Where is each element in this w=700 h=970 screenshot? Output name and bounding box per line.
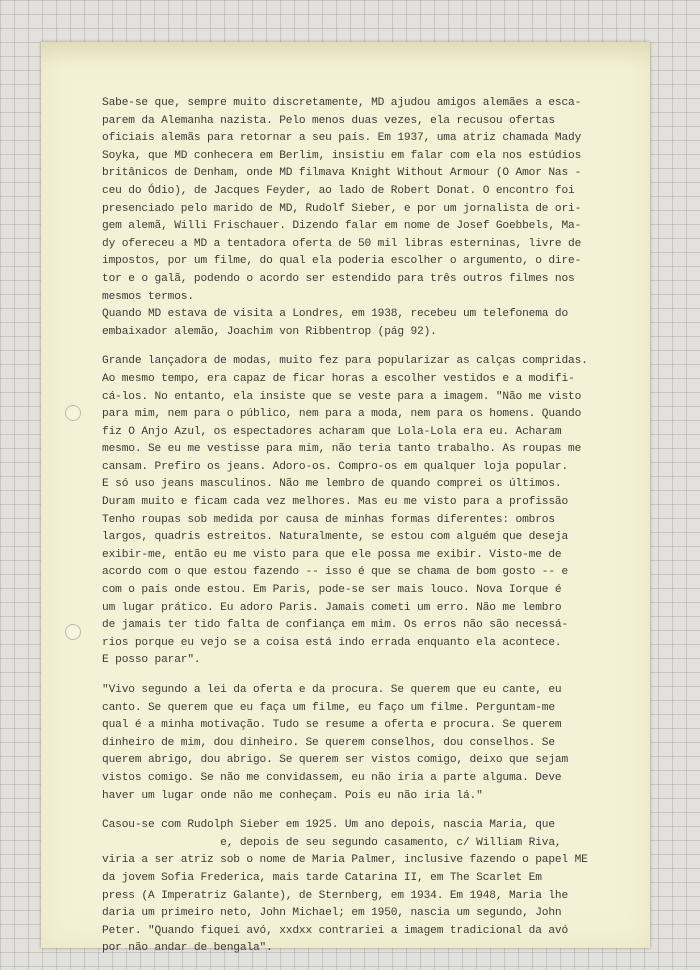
text-line: mesmo. Se eu me vestisse para mim, não teria tanto trabalho. As roupas me — [102, 443, 582, 456]
paragraph-p3 — [102, 682, 628, 805]
text-line: rios porque eu vejo se a coisa está indo errada enquanto ela acontece. — [102, 636, 562, 649]
text-line: vistos comigo. Se não me convidassem, eu não iria a parte alguma. Deve — [102, 771, 562, 784]
text-line: largos, quadris estreitos. Naturalmente, se estou com alguém que deseja — [102, 531, 569, 544]
text-line: press (A Imperatriz Galante), de Sternberg, em 1934. Em 1948, Maria lhe — [102, 889, 569, 902]
text-line: presenciado pelo marido de MD, Rudolf Sieber, e por um jornalista de ori- — [102, 202, 582, 215]
text-line: mesmos termos. — [102, 290, 194, 303]
text-line: para mim, nem para o público, nem para a moda, nem para os homens. Quando — [102, 408, 582, 421]
text-line: tor e o galã, podendo o acordo ser estendido para três outros filmes nos — [102, 272, 575, 285]
paragraph-p4 — [102, 817, 628, 958]
text-line: querem abrigo, dou abrigo. Se querem ser vistos comigo, deixo que sejam — [102, 754, 569, 767]
text-line: qual é a minha motivação. Tudo se resume a oferta e procura. Se querem — [102, 719, 562, 732]
typewritten-page — [41, 42, 650, 955]
text-line: dinheiro de mim, dou dinheiro. Se querem conselhos, dou conselhos. Se — [102, 736, 555, 749]
text-line: Duram muito e ficam cada vez melhores. Mas eu me visto para a profissão — [102, 496, 569, 509]
text-line: e, depois de seu segundo casamento, c/ William Riva, — [102, 836, 562, 849]
punch-hole-bottom — [65, 624, 81, 640]
text-line: com o país onde estou. Em Paris, pode-se ser mais louco. Nova Iorque é — [102, 584, 562, 597]
text-line: viria a ser atriz sob o nome de Maria Palmer, inclusive fazendo o papel ME — [102, 854, 588, 867]
text-line: cansam. Prefiro os jeans. Adoro-os. Compro-os em qualquer loja popular. — [102, 460, 569, 473]
text-line: ceu do Ódio), de Jacques Feyder, ao lado de Robert Donat. O encontro foi — [102, 184, 575, 197]
text-line: Sabe-se que, sempre muito discretamente, MD ajudou amigos alemães a esca- — [102, 97, 582, 109]
text-line: E só uso jeans masculinos. Não me lembro de quando comprei os últimos. — [102, 478, 562, 491]
document-body — [102, 95, 628, 958]
paragraph-p2 — [102, 353, 628, 670]
text-line: da jovem Sofia Frederica, mais tarde Catarina II, em The Scarlet Em — [102, 871, 542, 884]
text-line: Casou-se com Rudolph Sieber em 1925. Um ano depois, nascia Maria, que — [102, 819, 555, 832]
text-line: canto. Se querem que eu faça um filme, eu faço um filme. Perguntam-me — [102, 701, 555, 714]
text-line: Tenho roupas sob medida por causa de minhas formas diferentes: ombros — [102, 513, 555, 526]
text-line: cá-los. No entanto, ela insiste que se veste para a imagem. "Não me visto — [102, 390, 582, 403]
text-line: oficiais alemãs para retornar a seu país. Em 1937, uma atriz chamada Mady — [102, 132, 582, 145]
text-line: "Vivo segundo a lei da oferta e da procura. Se querem que eu cante, eu — [102, 684, 562, 696]
punch-hole-top — [65, 405, 81, 421]
text-line: exibir-me, então eu me visto para que ele possa me exibir. Visto-me de — [102, 548, 562, 561]
text-line: um lugar prático. Eu adoro Paris. Jamais cometi um erro. Não me lembro — [102, 601, 562, 614]
text-line: britânicos de Denham, onde MD filmava Knight Without Armour (O Amor Nas - — [102, 167, 582, 180]
text-line: parem da Alemanha nazista. Pelo menos duas vezes, ela recusou ofertas — [102, 114, 555, 127]
text-line: impostos, por um filme, do qual ela poderia escolher o argumento, o dire- — [102, 255, 582, 268]
text-line: haver um lugar onde não me conheçam. Pois eu não iria lá." — [102, 789, 483, 802]
text-line: fiz O Anjo Azul, os espectadores acharam que Lola-Lola era eu. Acharam — [102, 425, 562, 438]
text-line: E posso parar". — [102, 654, 201, 667]
text-line: Grande lançadora de modas, muito fez para popularizar as calças compridas. — [102, 355, 588, 368]
text-line: gem alemã, Willi Frischauer. Dizendo falar em nome de Josef Goebbels, Ma- — [102, 220, 582, 233]
text-line: embaixador alemão, Joachim von Ribbentrop (pág 92). — [102, 325, 437, 338]
text-line: dy ofereceu a MD a tentadora oferta de 50 mil libras esterninas, livre de — [102, 237, 582, 250]
text-line: Quando MD estava de visita a Londres, em 1938, recebeu um telefonema do — [102, 308, 569, 321]
text-line: Ao mesmo tempo, era capaz de ficar horas a escolher vestidos e a modifi- — [102, 372, 575, 385]
text-line: daria um primeiro neto, John Michael; em 1950, nascia um segundo, John — [102, 907, 562, 920]
text-line: acordo com o que estou fazendo -- isso é que se chama de bom gosto -- e — [102, 566, 569, 579]
text-line: Soyka, que MD conhecera em Berlim, insistiu em falar com ela nos estúdios — [102, 149, 582, 162]
text-line: Peter. "Quando fiquei avó, xxdxx contrariei a imagem tradicional da avó — [102, 924, 569, 937]
paragraph-p1 — [102, 95, 628, 341]
text-line: de jamais ter tido falta de confiança em mim. Os erros não são necessá- — [102, 619, 569, 632]
text-line: por não andar de bengala". — [102, 942, 273, 955]
